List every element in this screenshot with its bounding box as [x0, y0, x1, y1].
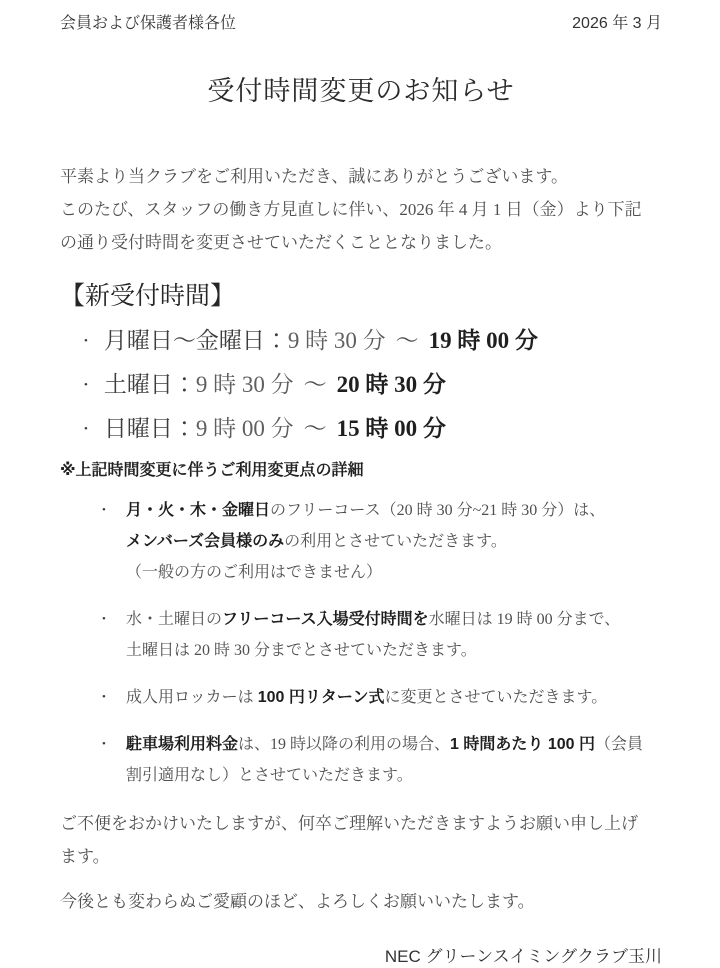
schedule-end-time: 15 時 00 分 — [336, 416, 446, 441]
detail-text: 水・土曜日のフリーコース入場受付時間を水曜日は 19 時 00 分まで、 土曜日は 20 時 30 分までとさせていただきます。 — [126, 611, 621, 659]
schedule-range-tilde: ～ — [395, 328, 419, 353]
detail-bullet-entry-deadline — [102, 604, 662, 666]
schedule-list — [60, 319, 662, 451]
schedule-end-time: 19 時 00 分 — [428, 328, 538, 353]
detail-text: 成人用ロッカーは 100 円リターン式に変更とさせていただきます。 — [126, 689, 608, 706]
closing-paragraph — [60, 807, 662, 873]
details-heading: ※上記時間変更に伴うご利用変更点の詳細 — [60, 462, 364, 479]
schedule-item-sunday — [84, 407, 662, 451]
schedule-item-saturday — [84, 363, 662, 407]
document-header — [60, 14, 662, 34]
closing-line-1: ご不便をおかけいたしますが、何卒ご理解いただきますようお願い申し上げ — [60, 814, 638, 833]
details-list — [60, 495, 662, 791]
intro-line-3: の通り受付時間を変更させていただくこととなりました。 — [60, 233, 502, 252]
page-title: 受付時間変更のお知らせ — [207, 76, 515, 106]
schedule-item-weekdays — [84, 319, 662, 363]
detail-bullet-locker — [102, 682, 662, 713]
schedule-day: 土曜日： — [103, 371, 196, 397]
bullet-icon: • — [102, 691, 106, 703]
farewell-line: 今後とも変わらぬご愛顧のほど、よろしくお願いいたします。 — [60, 892, 535, 911]
detail-text: 駐車場利用料金は、19 時以降の利用の場合、1 時間あたり 100 円（会員 割引適用なし）とさせていただきます。 — [126, 736, 643, 784]
detail-bullet-parking — [102, 729, 662, 791]
schedule-day: 月曜日～金曜日： — [103, 327, 288, 353]
detail-text: 月・火・木・金曜日のフリーコース（20 時 30 分~21 時 30 分）は、 メンバーズ会員様のみの利用とさせていただきます。 （一般の方のご利用はできません） — [126, 502, 606, 581]
closing-line-2: ます。 — [60, 847, 110, 866]
schedule-start-time: 9 時 30 分 — [195, 372, 294, 397]
detail-bullet-free-course-members — [102, 495, 662, 588]
schedule-start-time: 9 時 30 分 — [287, 328, 386, 353]
bullet-icon: • — [84, 379, 88, 391]
schedule-heading: 【新受付時間】 — [60, 283, 236, 310]
schedule-start-time: 9 時 00 分 — [195, 416, 294, 441]
bullet-icon: • — [102, 613, 106, 625]
schedule-end-time: 20 時 30 分 — [336, 372, 446, 397]
bullet-icon: • — [84, 423, 88, 435]
schedule-day: 日曜日： — [103, 415, 196, 441]
intro-line-2: このたび、スタッフの働き方見直しに伴い、2026 年 4 月 1 日（金）より下記 — [60, 200, 642, 219]
recipient-line: 会員および保護者様各位 — [60, 15, 237, 32]
intro-paragraph — [60, 160, 662, 259]
schedule-range-tilde: ～ — [303, 416, 327, 441]
bullet-icon: • — [102, 504, 106, 516]
bullet-icon: • — [84, 335, 88, 347]
signature: NEC グリーンスイミングクラブ玉川 — [384, 947, 662, 966]
issue-date: 2026 年 3 月 — [572, 15, 662, 32]
schedule-range-tilde: ～ — [303, 372, 327, 397]
bullet-icon: • — [102, 738, 106, 750]
intro-line-1: 平素より当クラブをご利用いただき、誠にありがとうございます。 — [60, 167, 568, 186]
